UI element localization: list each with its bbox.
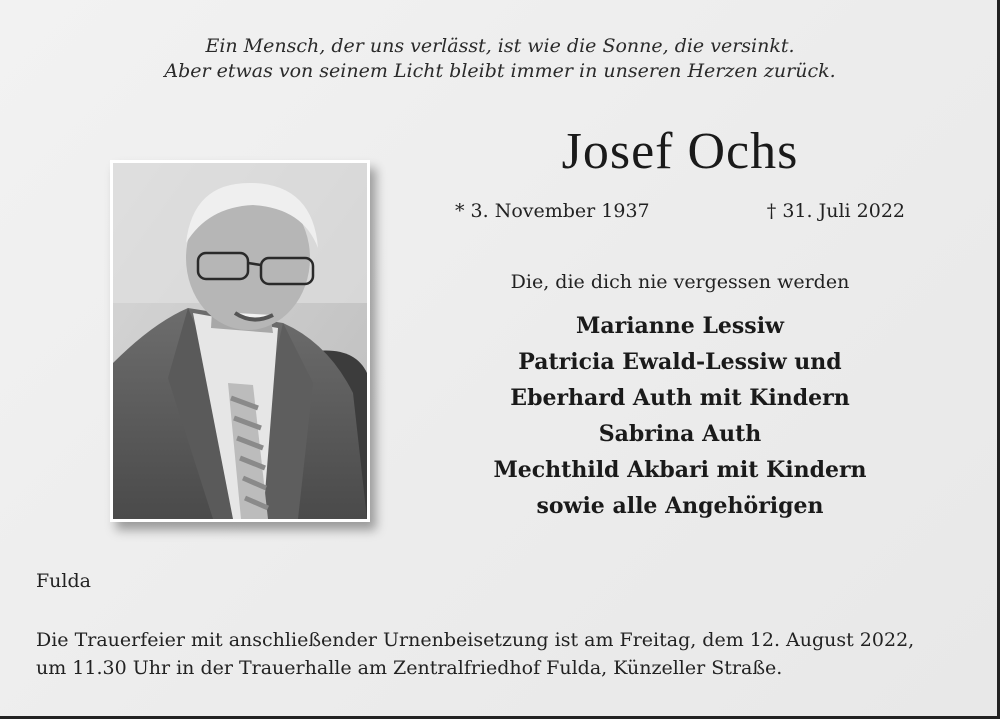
place-name: Fulda [36, 570, 91, 592]
mourner-entry: Marianne Lessiw [576, 313, 784, 339]
portrait-photo [110, 160, 370, 522]
deceased-name: Josef Ochs [561, 123, 799, 180]
mourners-intro: Die, die dich nie vergessen werden [510, 271, 850, 293]
ceremony-line-2: um 11.30 Uhr in der Trauerhalle am Zentralfriedhof Fulda, Künzeller Straße. [36, 657, 783, 679]
birth-date: * 3. November 1937 [455, 200, 650, 222]
mourner-entry: sowie alle Angehörigen [536, 493, 824, 519]
mourners-list [455, 308, 905, 524]
ceremony-details [36, 626, 976, 682]
memorial-quote [0, 34, 1000, 84]
mourner-entry: Eberhard Auth mit Kindern [510, 385, 850, 411]
mourner-entry: Patricia Ewald-Lessiw und [518, 349, 842, 375]
death-date: † 31. Juli 2022 [766, 200, 905, 222]
mourner-entry: Sabrina Auth [598, 421, 762, 447]
portrait-image [113, 163, 367, 519]
mourner-entry: Mechthild Akbari mit Kindern [493, 457, 867, 483]
ceremony-line-1: Die Trauerfeier mit anschließender Urnenbeisetzung ist am Freitag, dem 12. August 2022, [36, 629, 915, 651]
quote-line-2: Aber etwas von seinem Licht bleibt immer in unseren Herzen zurück. [164, 60, 836, 82]
quote-line-1: Ein Mensch, der uns verlässt, ist wie die Sonne, die versinkt. [205, 35, 795, 57]
